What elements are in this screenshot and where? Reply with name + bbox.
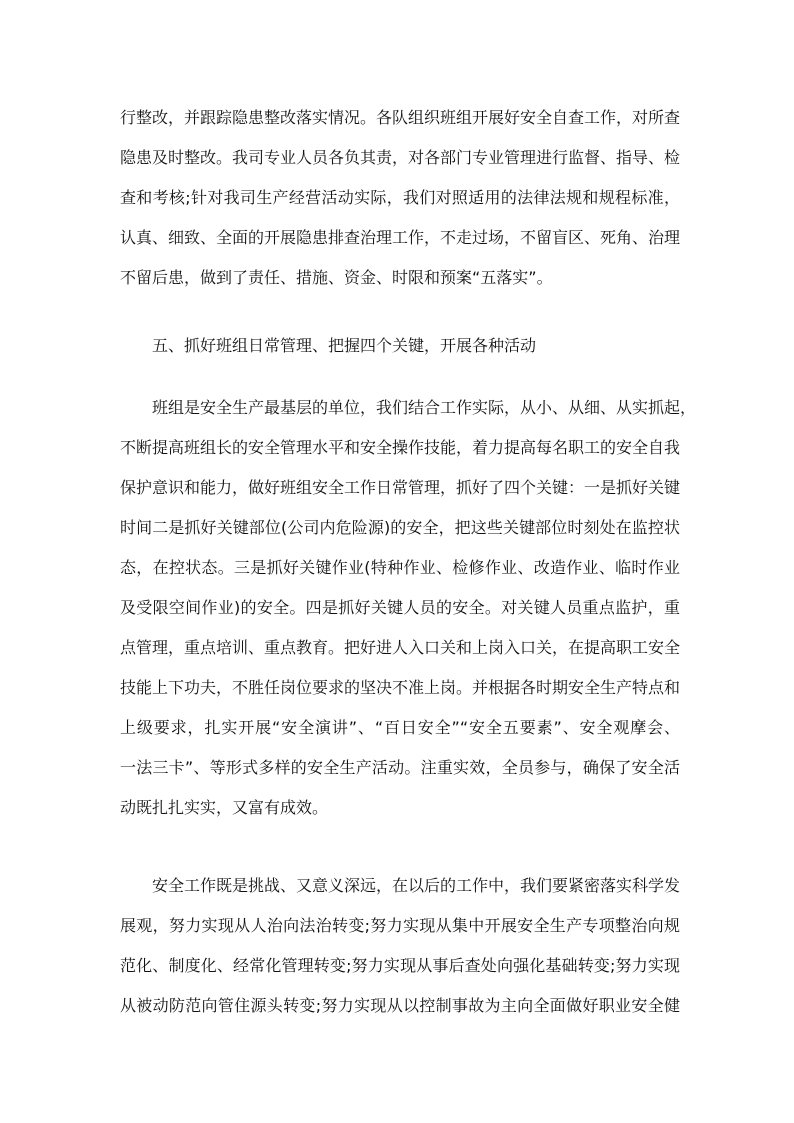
text-line: 班组是安全生产最基层的单位，我们结合工作实际，从小、从细、从实抓起， (152, 398, 697, 417)
text-line: 查和考核;针对我司生产经营活动实际，我们对照适用的法律法规和规程标准， (120, 188, 680, 207)
paragraph-future-work (120, 866, 680, 1026)
text-line: 态，在控状态。三是抓好关键作业(特种作业、检修作业、改造作业、临时作业 (120, 558, 680, 577)
text-line: 不留后患，做到了责任、措施、资金、时限和预案“五落实”。 (120, 268, 553, 287)
text-line: 不断提高班组长的安全管理水平和安全操作技能，着力提高每名职工的安全自我 (120, 438, 681, 457)
text-line: 认真、细致、全面的开展隐患排查治理工作，不走过场，不留盲区、死角、治理 (120, 228, 681, 247)
text-line: 行整改，并跟踪隐患整改落实情况。各队组织班组开展好安全自查工作，对所查 (120, 108, 681, 127)
paragraph-team-management (120, 388, 697, 828)
text-line: 隐患及时整改。我司专业人员各负其责，对各部门专业管理进行监督、指导、检 (120, 148, 681, 167)
text-line: 上级要求，扎实开展“安全演讲”、“百日安全”“安全五要素”、安全观摩会、 (120, 718, 680, 737)
text-line: 从被动防范向管住源头转变;努力实现从以控制事故为主向全面做好职业安全健 (120, 996, 680, 1015)
section-heading: 五、抓好班组日常管理、把握四个关键，开展各种活动 (152, 336, 537, 355)
text-line: 范化、制度化、经常化管理转变;努力实现从事后查处向强化基础转变;努力实现 (120, 956, 680, 975)
text-line: 保护意识和能力，做好班组安全工作日常管理，抓好了四个关键：一是抓好关键 (120, 478, 681, 497)
text-line: 及受限空间作业)的安全。四是抓好关键人员的安全。对关键人员重点监护，重 (120, 598, 680, 617)
text-line: 技能上下功夫，不胜任岗位要求的坚决不准上岗。并根据各时期安全生产特点和 (120, 678, 681, 697)
text-line: 点管理，重点培训、重点教育。把好进人入口关和上岗入口关，在提高职工安全 (120, 638, 681, 657)
text-line: 展观，努力实现从人治向法治转变;努力实现从集中开展安全生产专项整治向规 (120, 916, 680, 935)
text-line: 时间二是抓好关键部位(公司内危险源)的安全，把这些关键部位时刻处在监控状 (120, 518, 680, 537)
paragraph-continued (120, 98, 680, 298)
text-line: 动既扎扎实实，又富有成效。 (120, 798, 329, 817)
text-line: 一法三卡”、等形式多样的安全生产活动。注重实效，全员参与，确保了安全活 (120, 758, 680, 777)
text-line: 安全工作既是挑战、又意义深远，在以后的工作中，我们要紧密落实科学发 (152, 876, 681, 895)
